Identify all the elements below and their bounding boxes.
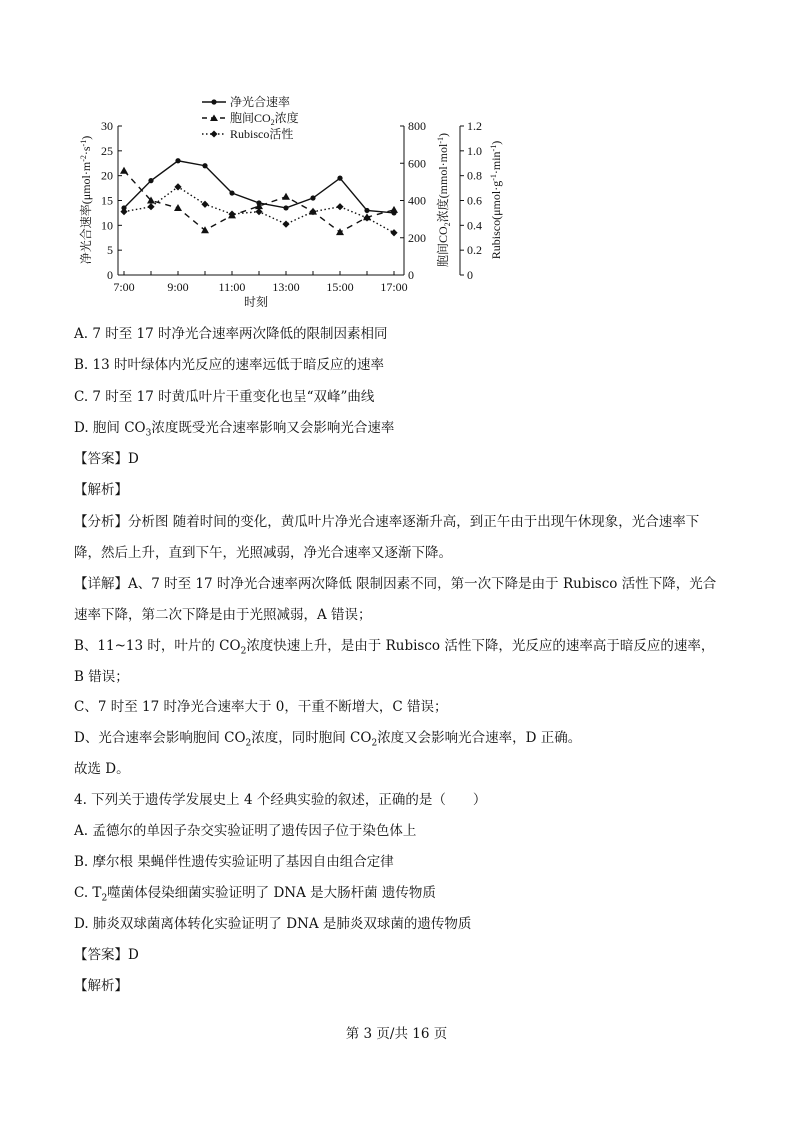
q3-option-a: A. 7 时至 17 时净光合速率两次降低的限制因素相同 [74,326,388,342]
point-diamond [201,201,208,208]
page-footer: 第 3 页/共 16 页 [345,1026,448,1042]
q4-option-c: C. $T_2$噬菌体侵染细菌实验证明了 DNA 是大肠杆菌 遗传物质 [74,885,436,904]
right-tick-label: 0.6 [467,193,482,208]
y-left-label: 净光合速率$(\mu mol\cdot m^{-2}\cdot s^{-1})$ [79,135,93,265]
point-circle [310,195,315,200]
point-diamond [363,214,370,221]
q3-detail-c: C、7 时至 17 时净光合速率大于 0，干重不断增大，C 错误； [74,699,448,715]
right-tick-label: 0 [467,268,473,282]
point-circle [175,158,180,163]
q3-option-d: D. 胞间 $CO_3$浓度既受光合速率影响又会影响光合速率 [74,420,395,439]
middle-tick-label: 200 [408,230,426,245]
q4-option-b: B. 摩尔根 果蝇伴性遗传实验证明了基因自由组合定律 [74,854,394,870]
legend-label-rubisco: Rubisco活性 [230,127,294,141]
legend-label-net: 净光合速率 [230,95,291,109]
x-tick-label: 17:00 [380,280,408,294]
point-circle [202,163,207,168]
middle-tick-label: 800 [408,119,426,133]
legend-diamond-icon [211,131,218,138]
right-tick-label: 0.8 [467,168,482,183]
point-diamond [336,203,343,210]
point-triangle [336,228,344,235]
point-diamond [147,203,154,210]
left-tick-label: 25 [101,143,113,158]
q4-option-a: A. 孟德尔的单因子杂交实验证明了遗传因子位于染色体上 [74,823,417,839]
y-right-label: $Rubisco(\mu mol\cdot g^{-1}\cdot\min^{-1})$ [489,140,503,260]
point-triangle [282,193,290,200]
point-triangle [120,167,128,174]
x-tick-label: 15:00 [326,280,354,294]
x-tick-label: 11:00 [218,280,246,294]
point-circle [364,208,369,213]
left-tick-label: 30 [101,119,113,133]
y-middle-label: 胞间$CO_2$浓度(mmol·mol$^{-1}$) [436,132,452,268]
q4-analysis-heading: 【解析】 [74,978,128,994]
point-circle [148,178,153,183]
x-tick-label: 13:00 [272,280,300,294]
middle-tick-label: 400 [408,193,426,208]
q4-answer: 【答案】D [74,947,139,963]
middle-tick-label: 600 [408,156,426,171]
left-tick-label: 0 [107,268,113,282]
line-chart [60,88,520,310]
x-tick-label: 9:00 [167,280,189,294]
left-tick-label: 5 [107,243,113,258]
right-tick-label: 0.2 [467,243,482,258]
left-ticks [101,119,122,282]
q3-option-b: B. 13 时叶绿体内光反应的速率远低于暗反应的速率 [74,357,384,373]
point-diamond [390,229,397,236]
chart-svg [60,88,520,310]
q3-analysis-heading: 【解析】 [74,482,128,498]
right-tick-label: 1.2 [467,119,482,133]
right-tick-label: 0.4 [467,218,482,233]
left-tick-label: 20 [101,168,113,183]
q3-fenxi: 【分析】分析图 随着时间的变化，黄瓜叶片净光合速率逐渐升高，到正午由于出现午休现象，光合速率下降，然后上升，直到下午，光照减弱，净光合速率又逐渐下降。 [74,514,700,561]
left-tick-label: 10 [101,218,113,233]
point-triangle [174,204,182,211]
middle-tick-label: 0 [408,268,414,282]
point-diamond [282,220,289,227]
q3-detail: 【详解】A、7 时至 17 时净光合速率两次降低 限制因素不同，第一次下降是由于 Rubisco 活性下降，光合速率下降，第二次下降是由于光照减弱，A 错误； [74,576,717,623]
point-circle [283,205,288,210]
point-circle [337,176,342,181]
point-diamond [120,208,127,215]
q3-detail-d: D、光合速率会影响胞间 $CO_2$浓度，同时胞间 $CO_2$浓度又会影响光合速率，D 正确。 [74,730,582,749]
point-diamond [255,208,262,215]
q4-option-d: D. 肺炎双球菌离体转化实验证明了 DNA 是肺炎双球菌的遗传物质 [74,916,472,932]
series-group [120,158,398,236]
point-circle [229,190,234,195]
x-ticks [113,271,407,294]
right-tick-label: 1.0 [467,143,482,158]
point-triangle [390,206,398,213]
legend-label-co2: 胞间$CO_2$浓度 [230,111,299,127]
q3-conclusion: 故选 D。 [74,761,130,777]
x-tick-label: 7:00 [113,280,135,294]
q3-option-c: C. 7 时至 17 时黄瓜叶片干重变化也呈“双峰”曲线 [74,389,375,405]
legend-circle-icon [211,99,216,104]
q4-stem: 4. 下列关于遗传学发展史上 4 个经典实验的叙述，正确的是（ ） [74,792,487,808]
q3-detail-b: B、11~13 时，叶片的 $CO_2$浓度快速上升，是由于 Rubisco 活性下降，光反应的速率高于暗反应的速率，B 错误； [74,638,715,685]
legend [202,94,299,141]
right-ticks [460,119,482,282]
q3-answer: 【答案】D [74,451,139,467]
left-tick-label: 15 [101,193,113,208]
x-axis-label: 时刻 [243,295,269,309]
